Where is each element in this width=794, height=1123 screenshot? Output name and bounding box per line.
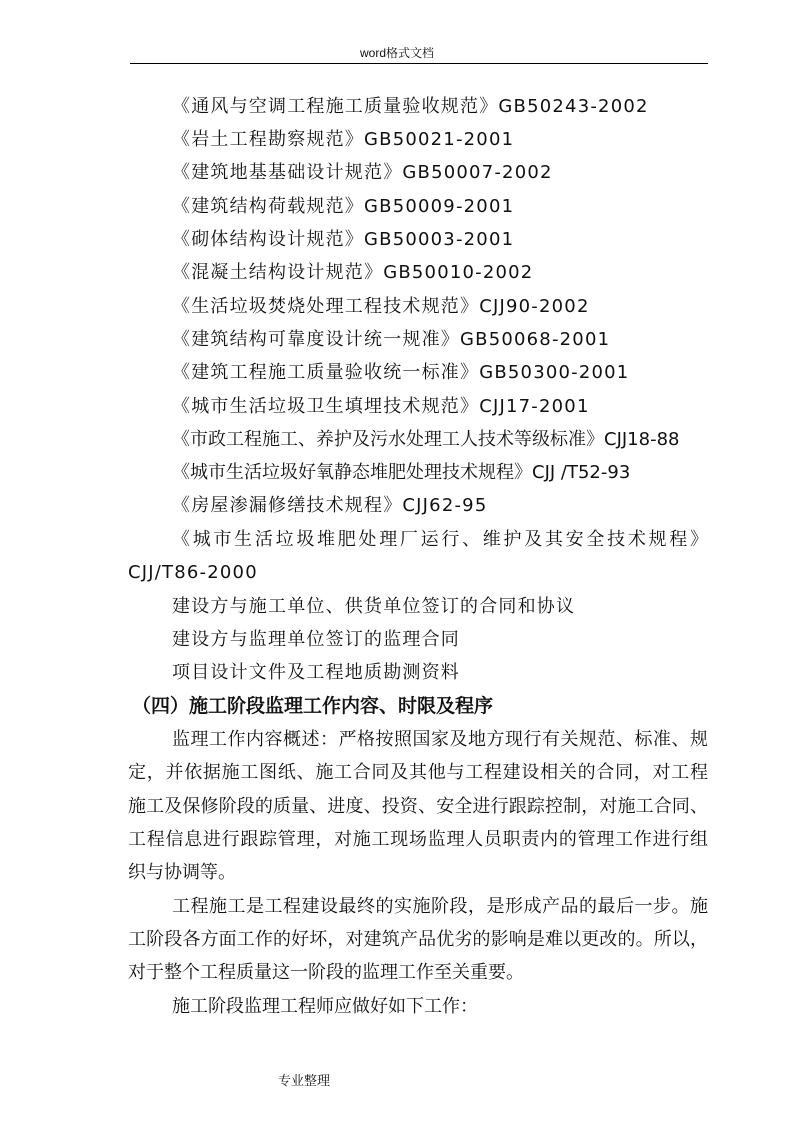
paragraph1-line: 定，并依据施工图纸、施工合同及其他与工程建设相关的合同，对工程 (128, 762, 708, 783)
paragraph1-line: 织与协调等。 (128, 862, 236, 883)
paragraph1-line: 施工及保修阶段的质量、进度、投资、安全进行跟踪控制，对施工合同、 (128, 796, 708, 817)
contract-item: 项目设计文件及工程地质勘测资料 (172, 662, 460, 683)
paragraph2-line: 对于整个工程质量这一阶段的监理工作至关重要。 (128, 962, 524, 983)
contract-item: 建设方与施工单位、供货单位签订的合同和协议 (172, 596, 576, 617)
long-reference-line1: 《城市生活垃圾堆肥处理厂运行、维护及其安全技术规程》 (172, 529, 708, 550)
reference-item: 《建筑地基基础设计规范》GB50007-2002 (172, 162, 553, 183)
paragraph1-line: 监理工作内容概述：严格按照国家及地方现行有关规范、标准、规 (172, 729, 708, 750)
reference-item: 《建筑结构荷载规范》GB50009-2001 (172, 196, 515, 217)
reference-item: 《混凝土结构设计规范》GB50010-2002 (172, 262, 534, 283)
closing-line: 施工阶段监理工程师应做好如下工作： (172, 996, 478, 1017)
reference-item: 《城市生活垃圾卫生填埋技术规范》CJJ17-2001 (172, 396, 590, 417)
reference-item: 《岩土工程勘察规范》GB50021-2001 (172, 129, 515, 150)
long-reference-line2: CJJ/T86-2000 (128, 562, 258, 583)
reference-item: 《房屋渗漏修缮技术规程》CJJ62-95 (172, 495, 488, 516)
header-rule (130, 63, 708, 64)
paragraph2-line: 工程施工是工程建设最终的实施阶段，是形成产品的最后一步。施 (172, 896, 708, 917)
paragraph1-line: 工程信息进行跟踪管理，对施工现场监理人员职责内的管理工作进行组 (128, 829, 708, 850)
reference-item: 《生活垃圾焚烧处理工程技术规范》CJJ90-2002 (172, 296, 590, 317)
reference-item: 《砌体结构设计规范》GB50003-2001 (172, 229, 515, 250)
reference-item: 《城市生活垃圾好氧静态堆肥处理技术规程》CJJ /T52-93 (172, 462, 631, 483)
paragraph2-line: 工阶段各方面工作的好坏，对建筑产品优劣的影响是难以更改的。所以， (128, 929, 708, 950)
reference-item: 《建筑结构可靠度设计统一规准》GB50068-2001 (172, 329, 611, 350)
page-header: word格式文档 (359, 46, 434, 60)
page-footer: 专业整理 (278, 1074, 331, 1089)
section-heading: （四）施工阶段监理工作内容、时限及程序 (132, 695, 494, 717)
contract-item: 建设方与监理单位签订的监理合同 (172, 629, 460, 650)
reference-item: 《建筑工程施工质量验收统一标准》GB50300-2001 (172, 362, 630, 383)
reference-item: 《市政工程施工、养护及污水处理工人技术等级标准》CJJ18-88 (172, 429, 680, 450)
reference-item: 《通风与空调工程施工质量验收规范》GB50243-2002 (172, 96, 649, 117)
